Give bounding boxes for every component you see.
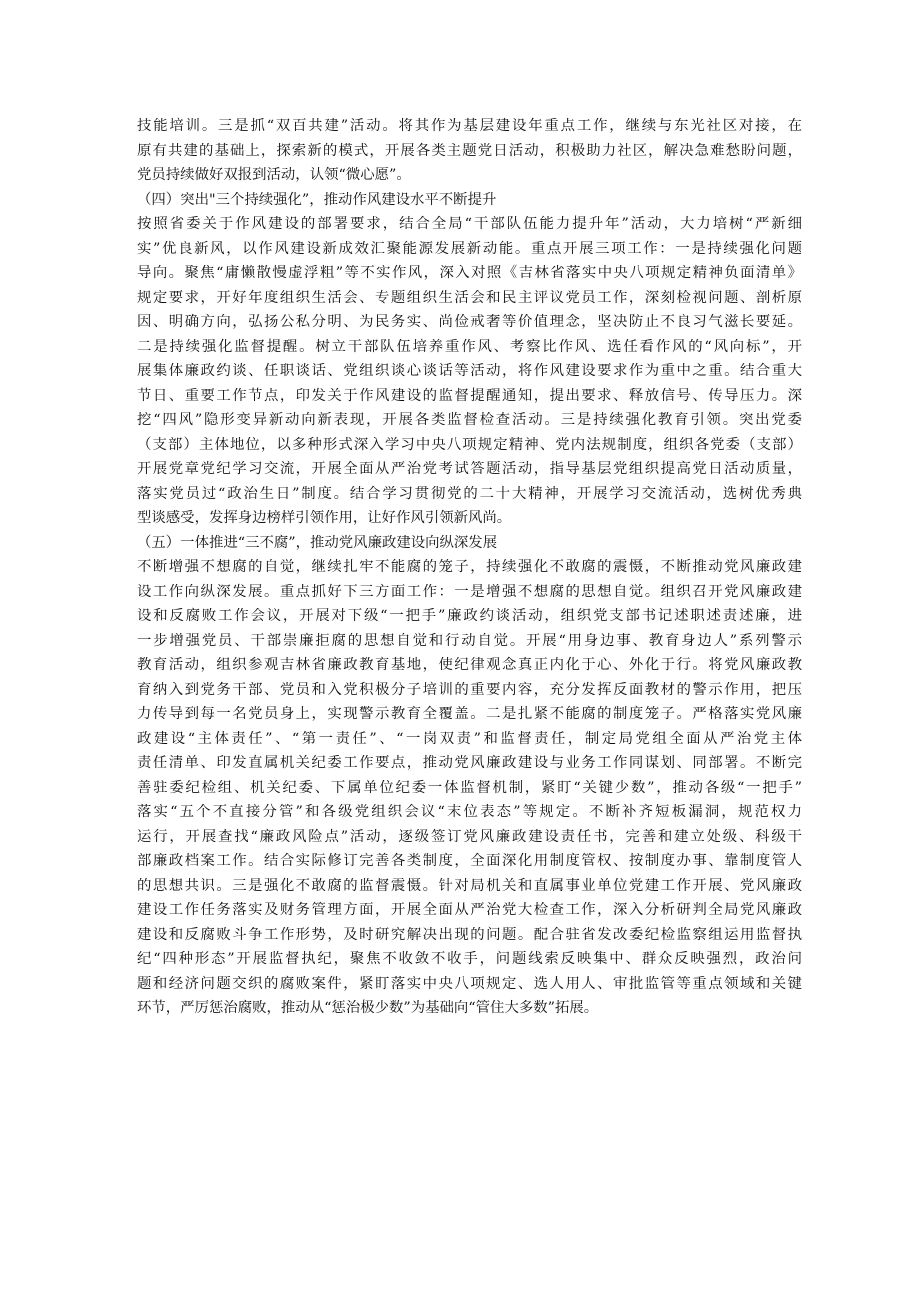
text-line: 设工作向纵深发展。重点抓好下三方面工作：一是增强不想腐的思想自觉。组织召开党风廉政建	[137, 583, 802, 600]
text-line: 纪“四种形态”开展监督执纪，聚焦不收敛不收手，问题线索反映集中、群众反映强烈，政治问	[137, 951, 802, 967]
text-line: 落实“五个不直接分管”和各级党组织会议“末位表态”等规定。不断补齐短板漏洞，规范权力	[137, 804, 802, 820]
text-line: 开展党章党纪学习交流，开展全面从严治党考试答题活动，指导基层党组织提高党日活动质量，	[137, 461, 802, 477]
section-heading: （四）突出"三个持续强化”，推动作风建设水平不断提升	[137, 191, 497, 208]
text-line: 按照省委关于作风建设的部署要求，结合全局“干部队伍能力提升年”活动，大力培树“严新细	[137, 216, 802, 232]
text-line: 建设工作任务落实及财务管理方面，开展全面从严治党大检查工作，深入分析研判全局党风廉政	[137, 902, 802, 918]
section-heading: （五）一体推进“三不腐”，推动党风廉政建设向纵深发展	[137, 534, 498, 551]
text-line: 原有共建的基础上，探索新的模式，开展各类主题党日活动，积极助力社区，解决急难愁盼问题，	[137, 142, 802, 159]
text-line: 技能培训。三是抓“双百共建”活动。将其作为基层建设年重点工作，继续与东光社区对接，在	[137, 118, 802, 134]
text-line: 一步增强党员、干部崇廉拒腐的思想自觉和行动自觉。开展“用身边事、教育身边人”系列警示	[137, 632, 802, 649]
text-line: 政建设“主体责任”、“第一责任”、“一岗双责”和监督责任，制定局党组全面从严治党主体	[137, 730, 802, 747]
text-line: （支部）主体地位，以多种形式深入学习中央八项规定精神、党内法规制度，组织各党委（支部）	[137, 436, 802, 453]
text-line: 落实党员过“政治生日”制度。结合学习贯彻党的二十大精神，开展学习交流活动，选树优秀典	[137, 485, 802, 502]
text-line: 节日、重要工作节点，印发关于作风建设的监督提醒通知，提出要求、释放信号、传导压力。深	[137, 387, 802, 404]
text-line: 不断增强不想腐的自觉，继续扎牢不能腐的笼子，持续强化不敢腐的震慑，不断推动党风廉政建	[137, 559, 802, 575]
text-line: 导向。聚焦“庸懒散慢虚浮粗”等不实作风，深入对照《吉林省落实中央八项规定精神负面清单》	[137, 265, 802, 281]
text-line: 实”优良新风，以作风建设新成效汇聚能源发展新动能。重点开展三项工作：一是持续强化问题	[137, 240, 802, 257]
text-line: 党员持续做好双报到活动，认领“微心愿”。	[137, 167, 411, 183]
document-body	[137, 114, 802, 1021]
text-line: 挖“四风”隐形变异新动向新表现，开展各类监督检查活动。三是持续强化教育引领。突出党委	[137, 412, 802, 428]
text-line: 育纳入到党务干部、党员和入党积极分子培训的重要内容，充分发挥反面教材的警示作用，把压	[137, 681, 802, 698]
text-line: 善驻委纪检组、机关纪委、下属单位纪委一体监督机制，紧盯“关键少数”，推动各级“一把手”	[137, 779, 802, 796]
text-line: 型谈感受，发挥身边榜样引领作用，让好作风引领新风尚。	[137, 510, 512, 526]
text-line: 责任清单、印发直属机关纪委工作要点，推动党风廉政建设与业务工作同谋划、同部署。不断完	[137, 755, 802, 771]
text-line: 规定要求，开好年度组织生活会、专题组织生活会和民主评议党员工作，深刻检视问题、剖析原	[137, 289, 802, 306]
text-line: 题和经济问题交织的腐败案件，紧盯落实中央八项规定、选人用人、审批监管等重点领域和关键	[137, 975, 802, 992]
text-line: 二是持续强化监督提醒。树立干部队伍培养重作风、考察比作风、选任看作风的“风向标”，开	[137, 338, 802, 355]
text-line: 运行，开展查找“廉政风险点”活动，逐级签订党风廉政建设责任书，完善和建立处级、科级干	[137, 828, 802, 845]
text-line: 环节，严厉惩治腐败，推动从“惩治极少数”为基础向“管住大多数”拓展。	[137, 1000, 599, 1016]
text-line: 力传导到每一名党员身上，实现警示教育全覆盖。二是扎紧不能腐的制度笼子。严格落实党风廉	[137, 706, 802, 722]
text-line: 建设和反腐败斗争工作形势，及时研究解决出现的问题。配合驻省发改委纪检监察组运用监督执	[137, 926, 802, 943]
text-line: 的思想共识。三是强化不敢腐的监督震慑。针对局机关和直属事业单位党建工作开展、党风廉政	[137, 877, 802, 894]
text-line: 教育活动，组织参观吉林省廉政教育基地，使纪律观念真正内化于心、外化于行。将党风廉政教	[137, 657, 802, 673]
text-line: 部廉政档案工作。结合实际修订完善各类制度，全面深化用制度管权、按制度办事、靠制度管人	[137, 853, 802, 869]
text-line: 设和反腐败工作会议，开展对下级“一把手”廉政约谈活动，组织党支部书记述职述责述廉，进	[137, 608, 802, 624]
text-line: 因、明确方向，弘扬公私分明、为民务实、尚俭戒奢等价值理念，坚决防止不良习气滋长要延。	[137, 314, 802, 330]
text-line: 展集体廉政约谈、任职谈话、党组织谈心谈话等活动，将作风建设要求作为重中之重。结合重大	[137, 363, 802, 379]
